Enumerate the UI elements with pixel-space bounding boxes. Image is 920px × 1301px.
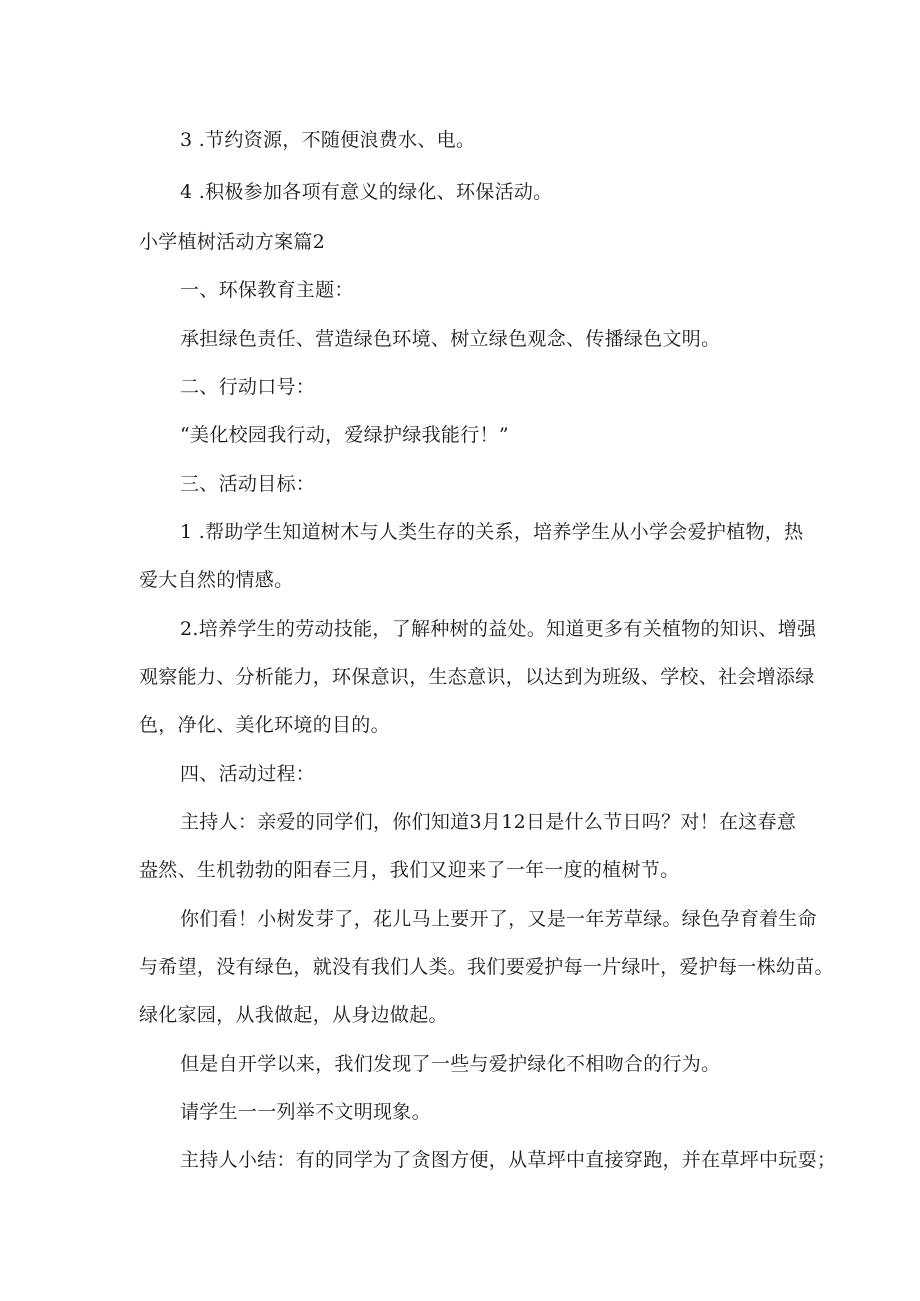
goal-2-line-3: 色，净化、美化环境的目的。 bbox=[139, 714, 390, 736]
green-para-line-1: 你们看！小树发芽了，花儿马上要开了，又是一年芳草绿。绿色孕育着生命 bbox=[180, 908, 817, 930]
paragraph-theme: 承担绿色责任、营造绿色环境、树立绿色观念、传播绿色文明。 bbox=[180, 328, 721, 350]
list-item-3: 3 .节约资源，不随便浪费水、电。 bbox=[180, 129, 476, 151]
section-heading: 小学植树活动方案篇2 bbox=[139, 231, 326, 253]
heading-slogan: 二、行动口号： bbox=[180, 376, 316, 398]
list-item-4: 4 .积极参加各项有意义的绿化、环保活动。 bbox=[180, 181, 553, 203]
green-para-line-3: 绿化家园，从我做起，从身边做起。 bbox=[139, 1004, 448, 1026]
goal-1-line-2: 爱大自然的情感。 bbox=[139, 569, 294, 591]
paragraph-list-uncivilized: 请学生一一列举不文明现象。 bbox=[180, 1101, 431, 1123]
goal-2-line-1: 2.培养学生的劳动技能，了解种树的益处。知道更多有关植物的知识、增强 bbox=[180, 618, 817, 640]
heading-process: 四、活动过程： bbox=[180, 763, 316, 785]
heading-goals: 三、活动目标： bbox=[180, 473, 316, 495]
host-summary: 主持人小结：有的同学为了贪图方便，从草坪中直接穿跑，并在草坪中玩耍； bbox=[180, 1149, 837, 1171]
host-intro-line-2: 盎然、生机勃勃的阳春三月，我们又迎来了一年一度的植树节。 bbox=[139, 859, 680, 881]
host-intro-line-1: 主持人：亲爱的同学们，你们知道3月12日是什么节日吗？对！在这春意 bbox=[180, 811, 797, 833]
heading-theme: 一、环保教育主题： bbox=[180, 279, 354, 301]
goal-2-line-2: 观察能力、分析能力，环保意识，生态意识，以达到为班级、学校、社会增添绿 bbox=[139, 666, 815, 688]
green-para-line-2: 与希望，没有绿色，就没有我们人类。我们要爱护每一片绿叶，爱护每一株幼苗。 bbox=[139, 956, 834, 978]
paragraph-slogan: “美化校园我行动，爱绿护绿我能行！” bbox=[180, 424, 509, 446]
paragraph-behavior: 但是自开学以来，我们发现了一些与爱护绿化不相吻合的行为。 bbox=[180, 1053, 721, 1075]
goal-1-line-1: 1 .帮助学生知道树木与人类生存的关系，培养学生从小学会爱护植物，热 bbox=[180, 521, 804, 543]
